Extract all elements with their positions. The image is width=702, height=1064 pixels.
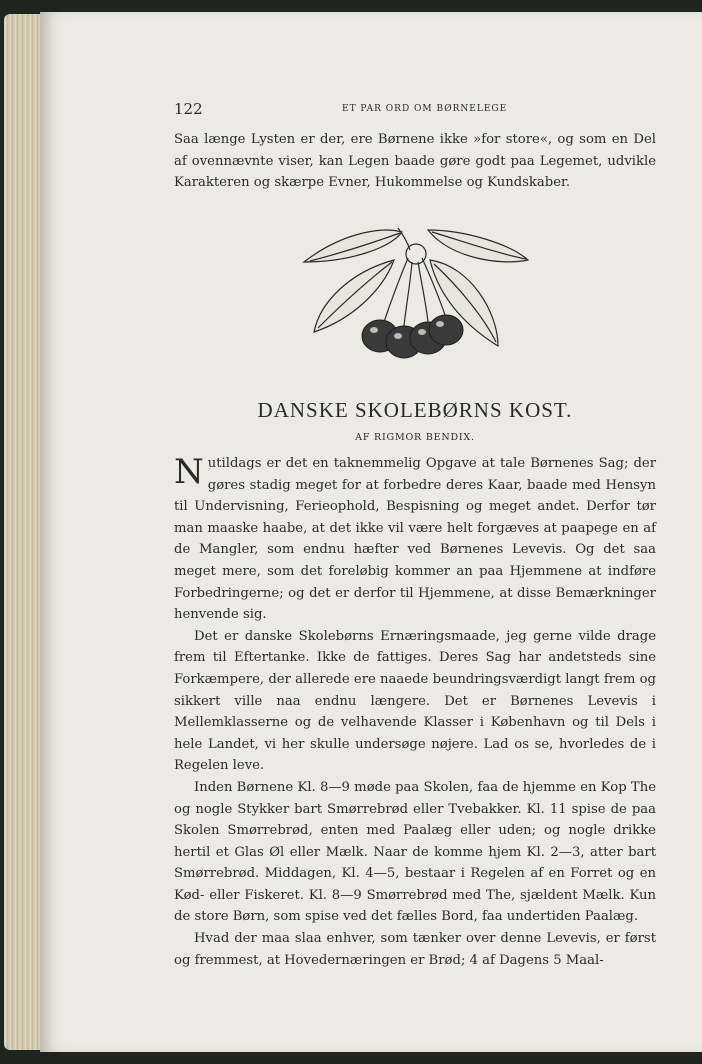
intro-text: Saa længe Lysten er der, ere Børnene ikke »for store«, og som en Del af ovennævnte viser, kan Legen baade gøre godt paa Legemet, udvikle Karakteren og skærpe Evner, Hukommelse og Kundskaber.: [174, 132, 656, 191]
article-byline: AF RIGMOR BENDIX.: [355, 432, 475, 443]
paragraph-1-text: utildags er det en taknemmelig Opgave at tale Børnenes Sag; der gøres stadig meget for at forbedre deres Kaar, baade med Hensyn til Undervisning, Ferieophold, Bespisning og meget andet. Derfor tør man maaske haabe, at det ikke vil være helt forgæves at paapege en af de Mangler, som endnu hæfter ved Børnenes Levevis. Og det saa meget mere, som det foreløbig kommer an paa Hjemmene at indføre Forbedringerne; og det er derfor til Hjemmene, at disse Bemærkninger henvende sig.: [174, 456, 656, 623]
cherry-branch-icon: [300, 222, 532, 364]
paragraph-4: Hvad der maa slaa enhver, som tænker over denne Levevis, er først og fremmest, at Hovedernæringen er Brød; 4 af Dagens 5 Maal-: [174, 931, 656, 968]
paragraph-2: Det er danske Skolebørns Ernæringsmaade, jeg gerne vilde drage frem til Eftertanke. Ikke de fattiges. Deres Sag har andetsteds sine Forkæmpere, der allerede ere naaede beundringsværdigt langt frem og sikkert ville naa endnu længere. Det er Børnenes Levevis i Mellemklasserne og de velhavende Klasser i København og til Dels i hele Landet, vi her skulle undersøge nøjere. Lad os se, hvorledes de i Regelen leve.: [174, 628, 656, 774]
paragraph-3: Inden Børnene Kl. 8—9 møde paa Skolen, faa de hjemme en Kop The og nogle Stykker bart Smørrebrød eller Tvebakker. Kl. 11 spise de paa Skolen Smørrebrød, enten med Paalæg eller uden; og nogle drikke hertil et Glas Øl eller Mælk. Naar de komme hjem Kl. 2—3, atter bart Smørrebrød. Middagen, Kl. 4—5, bestaar i Regelen af en Forret og en Kød- eller Fiskeret. Kl. 8—9 Smørrebrød med The, sjældent Mælk. Kun de store Børn, som spise ved det fælles Bord, faa undertiden Paalæg.: [174, 779, 656, 925]
drop-cap: N: [174, 452, 204, 492]
article-body: [174, 453, 656, 971]
running-head: ET PAR ORD OM BØRNELEGE: [342, 104, 508, 114]
intro-paragraph: [174, 129, 656, 194]
page-number: 122: [174, 100, 203, 118]
paragraph-1: [174, 453, 656, 626]
article-title: DANSKE SKOLEBØRNS KOST.: [257, 398, 573, 422]
